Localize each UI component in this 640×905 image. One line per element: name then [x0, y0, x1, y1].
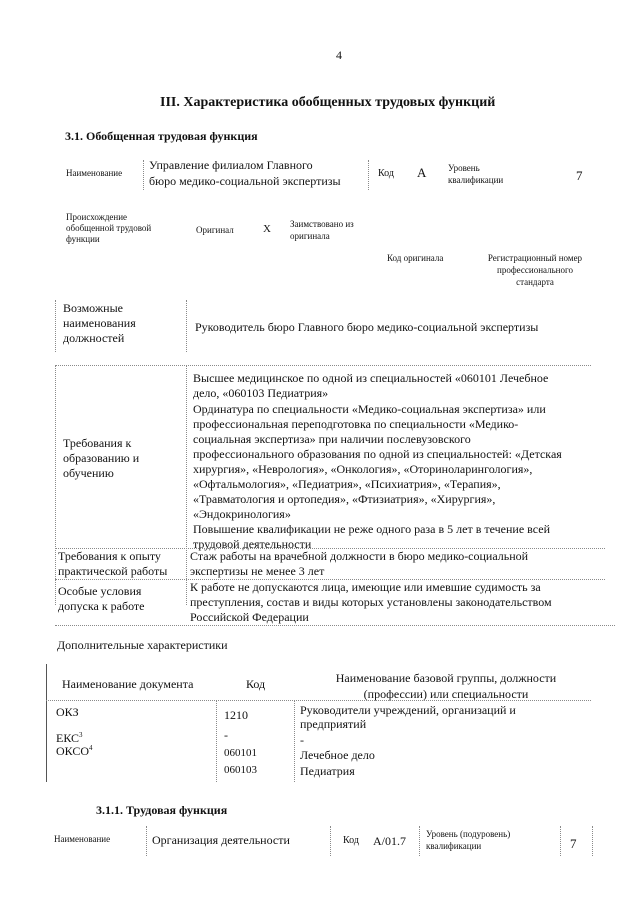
- section-title: III. Характеристика обобщенных трудовых функций: [160, 95, 496, 110]
- experience-label-2: практической работы: [58, 564, 168, 578]
- conditions-line-3: Российской Федерации: [190, 610, 309, 624]
- gtf-name-label: Наименование: [66, 168, 123, 178]
- additional-row-name1-1: -: [300, 733, 304, 747]
- tf-name-label: Наименование: [54, 834, 111, 844]
- gtf-name-line1: Управление филиалом Главного: [149, 158, 313, 172]
- education-line-8: «Травматология и ортопедия», «Фтизиатрия», «Хирургия»,: [193, 492, 496, 506]
- gtf-level-label-1: Уровень: [448, 163, 480, 173]
- gtf-code-label: Код: [378, 168, 394, 179]
- experience-line-2: экспертизы не менее 3 лет: [190, 564, 325, 578]
- education-line-5: профессионального образования по одной из специальностей: «Детская: [193, 447, 562, 461]
- positions-label-1: Возможные: [63, 301, 123, 315]
- education-line-3: профессиональная переподготовка по специальности «Медико-: [193, 417, 519, 431]
- tf-heading: 3.1.1. Трудовая функция: [96, 803, 228, 817]
- additional-row-doc-2: ОКСО$^4$: [56, 744, 93, 758]
- education-line-2: Ординатура по специальности «Медико-социальная экспертиза» или: [193, 402, 546, 416]
- tf-level-label-2: квалификации: [426, 841, 482, 851]
- origin-reg-3: стандарта: [516, 277, 554, 287]
- additional-row-doc-0: ОКЗ: [56, 705, 79, 719]
- origin-reg-1: Регистрационный номер: [487, 253, 583, 263]
- origin-borrowed-1: Заимствовано из: [290, 219, 354, 229]
- gtf-level-label-2: квалификации: [448, 175, 504, 185]
- origin-borrowed-2: оригинала: [290, 231, 330, 241]
- education-label-3: обучению: [63, 466, 114, 480]
- conditions-label-1: Особые условия: [58, 584, 142, 598]
- positions-label-2: наименования: [63, 316, 136, 330]
- education-line-4: социальная экспертиза» при наличии послевузовского: [193, 432, 471, 446]
- additional-row-name2-0: предприятий: [300, 717, 367, 731]
- education-line-11: трудовой деятельности: [193, 537, 312, 551]
- additional-heading: Дополнительные характеристики: [57, 638, 228, 652]
- education-line-9: «Эндокринология»: [193, 507, 291, 521]
- additional-col-name-2: (профессии) или специальности: [363, 687, 529, 701]
- origin-label-1: Происхождение: [66, 212, 128, 222]
- education-line-0: Высшее медицинское по одной из специальностей «060101 Лечебное: [193, 371, 549, 385]
- additional-col-doc: Наименование документа: [62, 677, 194, 691]
- positions-value: Руководитель бюро Главного бюро медико-социальной экспертизы: [195, 320, 539, 334]
- conditions-line-1: К работе не допускаются лица, имеющие или имевшие судимость за: [190, 580, 541, 594]
- tf-level-value: 7: [570, 836, 577, 851]
- gtf-code-value: А: [417, 165, 427, 180]
- additional-row-code-3: 060103: [224, 764, 257, 776]
- tf-code-value: A/01.7: [373, 834, 406, 848]
- additional-row-name1-3: Педиатрия: [300, 764, 355, 778]
- education-line-10: Повышение квалификации не реже одного раза в 5 лет в течение всей: [193, 522, 550, 536]
- education-line-6: хирургия», «Неврология», «Онкология», «Оториноларингология»,: [193, 462, 533, 476]
- page-number: 4: [336, 48, 342, 62]
- origin-label-2: обобщенной трудовой: [66, 223, 152, 233]
- tf-name-value: Организация деятельности: [152, 833, 290, 847]
- education-line-1: дело, «060103 Педиатрия»: [193, 386, 329, 400]
- origin-reg-2: профессионального: [497, 265, 573, 275]
- conditions-line-2: преступления, состав и виды которых установлены законодательством: [190, 595, 552, 609]
- gtf-level-value: 7: [576, 168, 583, 183]
- origin-original: Оригинал: [196, 225, 234, 235]
- gtf-heading: 3.1. Обобщенная трудовая функция: [65, 129, 258, 143]
- education-label-2: образованию и: [63, 451, 140, 465]
- tf-code-label: Код: [343, 835, 359, 846]
- additional-row-name1-2: Лечебное дело: [300, 748, 375, 762]
- positions-label-3: должностей: [63, 331, 125, 345]
- experience-line-1: Стаж работы на врачебной должности в бюро медико-социальной: [190, 549, 529, 563]
- gtf-name-line2: бюро медико-социальной экспертизы: [149, 174, 341, 188]
- education-label-1: Требования к: [63, 436, 132, 450]
- experience-label-1: Требования к опыту: [58, 549, 161, 563]
- additional-row-code-1: -: [224, 728, 228, 742]
- additional-row-code-2: 060101: [224, 747, 257, 759]
- origin-mark: Х: [263, 223, 271, 235]
- additional-row-name1-0: Руководители учреждений, организаций и: [300, 703, 516, 717]
- tf-level-label-1: Уровень (подуровень): [426, 829, 511, 839]
- conditions-label-2: допуска к работе: [58, 599, 145, 613]
- origin-code: Код оригинала: [387, 253, 444, 263]
- additional-col-code: Код: [246, 677, 266, 691]
- education-line-7: «Офтальмология», «Педиатрия», «Психиатрия», «Терапия»,: [193, 477, 501, 491]
- additional-row-doc-1: ЕКС$^3$: [56, 731, 83, 745]
- additional-col-name-1: Наименование базовой группы, должности: [335, 671, 557, 685]
- additional-row-code-0: 1210: [224, 708, 248, 722]
- origin-label-3: функции: [66, 234, 100, 244]
